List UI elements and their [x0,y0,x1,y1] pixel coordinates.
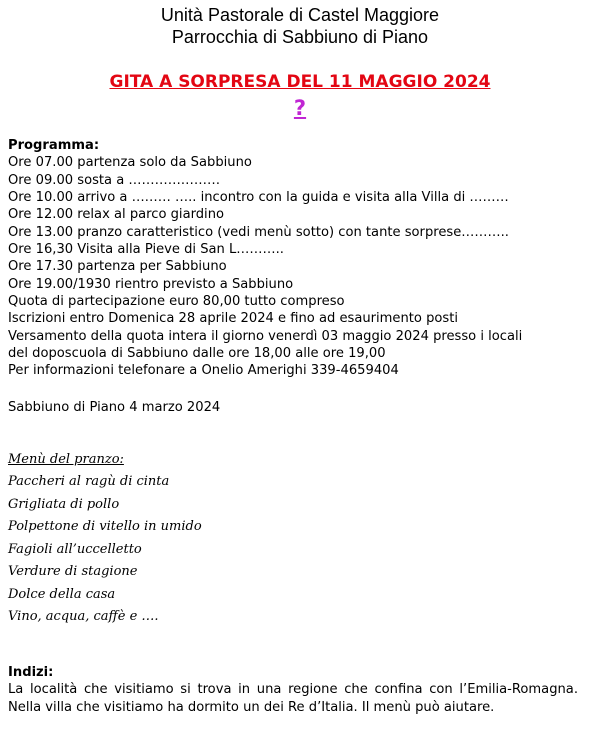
programma-line: Ore 10.00 arrivo a ……… ….. incontro con la guida e visita alla Villa di ……… [8,190,509,206]
menu-heading: Menù del pranzo: [8,452,124,467]
menu-item: Fagioli all’uccelletto [8,541,142,557]
indizi-text: La località che visitiamo si trova in una regione che confina con l’Emilia-Romagna. Nella villa che visitiamo ha dormito un dei Re d’Italia. Il menù può aiutare. [8,682,578,715]
programma-line: Iscrizioni entro Domenica 28 aprile 2024 e fino ad esaurimento posti [8,311,459,327]
document-title: GITA A SORPRESA DEL 11 MAGGIO 2024 [109,72,491,92]
programma-line: Ore 09.00 sosta a ………………… [8,172,221,188]
indizi-section [8,664,578,716]
programma-line: Quota di partecipazione euro 80,00 tutto compreso [8,294,345,310]
menu-item: Verdure di stagione [8,564,138,579]
header-line-2: Parrocchia di Sabbiuno di Piano [171,27,429,47]
programma-line: Ore 19.00/1930 rientro previsto a Sabbiuno [8,276,294,292]
programma-line: Versamento della quota intera il giorno venerdì 03 maggio 2024 presso i locali [8,328,523,344]
programma-line: Ore 13.00 pranzo caratteristico (vedi menù sotto) con tante sorprese……….. [8,224,509,240]
menu-item: Polpettone di vitello in umido [8,519,202,534]
indizi-heading: Indizi: [8,665,54,680]
programma-line: Ore 12.00 relax al parco giardino [8,207,225,223]
programma-line: del doposcuola di Sabbiuno dalle ore 18,00 alle ore 19,00 [8,346,386,362]
menu-section [8,452,568,632]
programma-line: Ore 07.00 partenza solo da Sabbiuno [8,155,252,171]
programma-heading: Programma: [8,138,100,153]
place-date: Sabbiuno di Piano 4 marzo 2024 [8,400,221,415]
menu-item: Grigliata di pollo [8,496,120,512]
programma-line: Ore 17.30 partenza per Sabbiuno [8,259,227,275]
question-mark: ? [293,96,307,120]
programma-line: Per informazioni telefonare a Onelio Amerighi 339-4659404 [8,363,399,379]
programma-section [8,137,578,380]
menu-item: Dolce della casa [8,586,116,602]
menu-item: Vino, acqua, caffè e …. [8,609,159,624]
programma-line: Ore 16,30 Visita alla Pieve di San L……….. [8,242,284,258]
header-line-1: Unità Pastorale di Castel Maggiore [160,5,440,25]
menu-item: Paccheri al ragù di cinta [8,474,170,489]
